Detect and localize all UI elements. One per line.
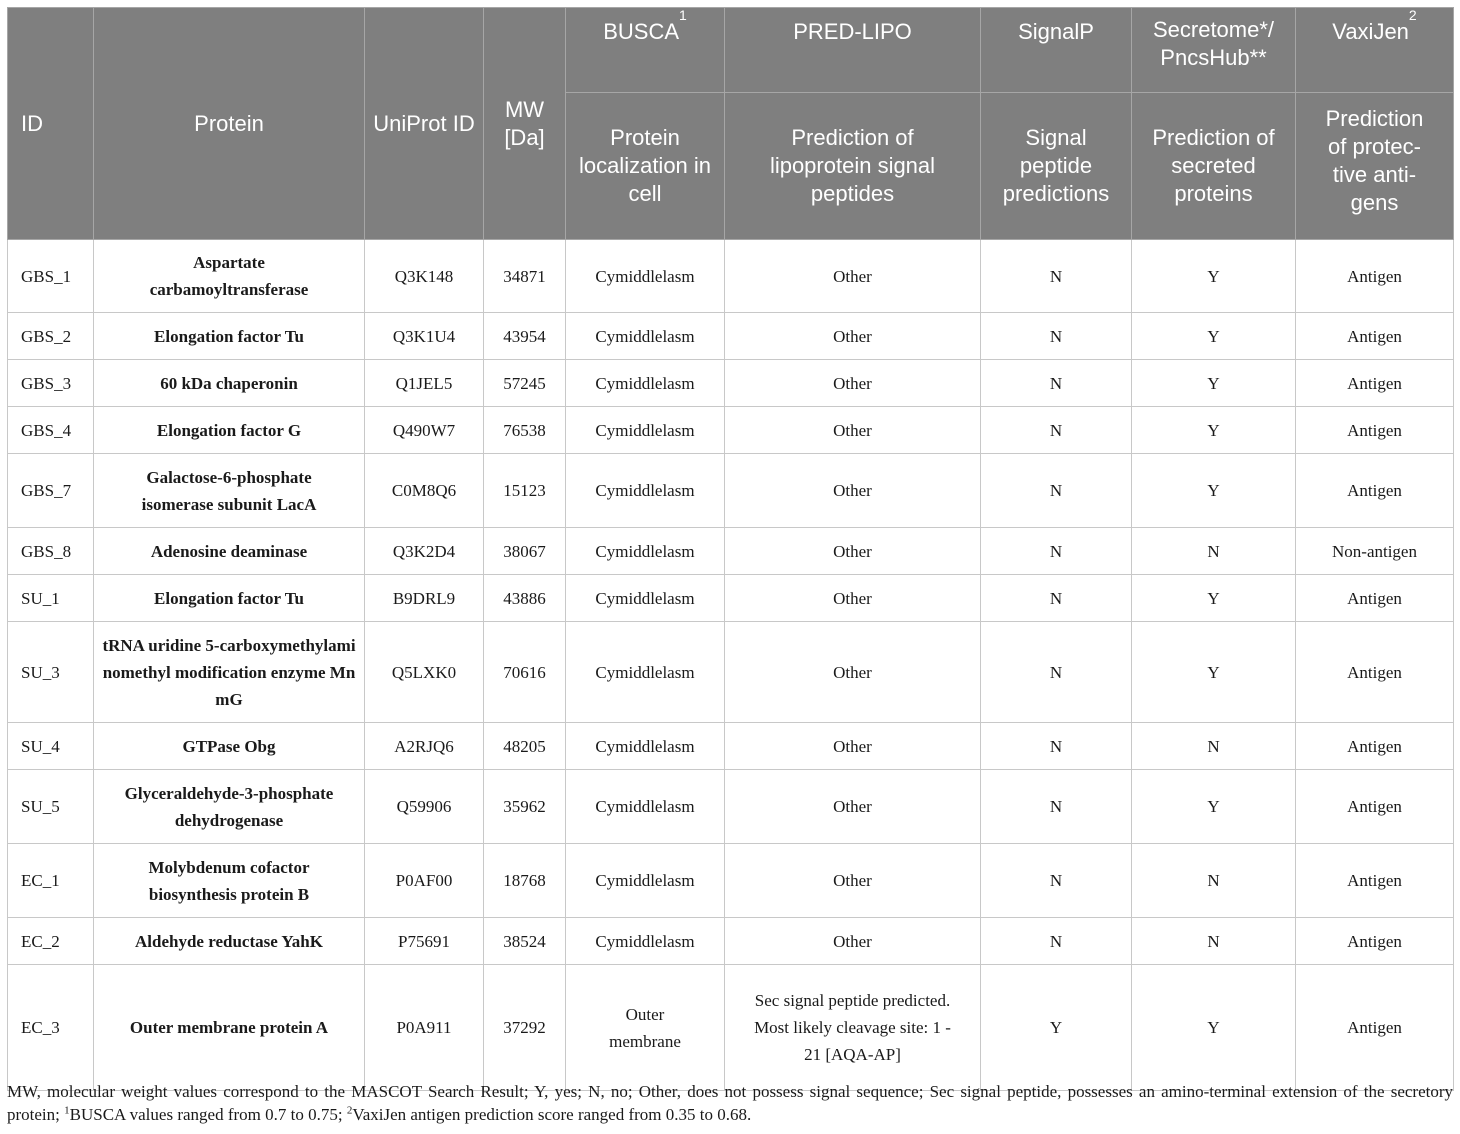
cell-protein: Galactose-6-phosphate isomerase subunit LacA	[94, 454, 365, 528]
cell-pred-lipo: Other	[725, 723, 981, 770]
table-row	[8, 360, 1454, 407]
cell-pred-lipo: Other	[725, 770, 981, 844]
cell-vaxijen: Antigen	[1296, 965, 1454, 1091]
cell-signalp: N	[981, 407, 1132, 454]
cell-pred-lipo: Other	[725, 360, 981, 407]
cell-pred-lipo: Other	[725, 240, 981, 313]
cell-id: GBS_2	[8, 313, 94, 360]
cell-mw: 15123	[484, 454, 566, 528]
cell-protein: Adenosine deaminase	[94, 528, 365, 575]
cell-id: GBS_3	[8, 360, 94, 407]
cell-uniprot: Q3K148	[365, 240, 484, 313]
cell-signalp: N	[981, 770, 1132, 844]
header-vaxijen-desc-line1: Prediction	[1325, 106, 1424, 131]
footnote-text-1: MW, molecular weight values correspond to the MASCOT Search Result; Y, yes; N, no; Other, does not possess signal sequence; Sec signal peptide, possesses an amino-terminal extension of the secretory protein;	[7, 1082, 1453, 1124]
cell-uniprot: Q1JEL5	[365, 360, 484, 407]
header-signalp: SignalP	[981, 8, 1132, 93]
table-row	[8, 575, 1454, 622]
table-row	[8, 240, 1454, 313]
cell-signalp: N	[981, 844, 1132, 918]
footnote-text-2: BUSCA values ranged from 0.7 to 0.75;	[69, 1105, 347, 1124]
cell-secretome: N	[1132, 844, 1296, 918]
table-row	[8, 770, 1454, 844]
cell-mw: 18768	[484, 844, 566, 918]
cell-vaxijen: Antigen	[1296, 575, 1454, 622]
cell-vaxijen: Antigen	[1296, 360, 1454, 407]
cell-vaxijen: Antigen	[1296, 844, 1454, 918]
cell-signalp: N	[981, 360, 1132, 407]
footnote-sup-2: 2	[346, 1104, 353, 1117]
cell-busca: Cymiddlelasm	[566, 240, 725, 313]
cell-busca: Cymiddlelasm	[566, 360, 725, 407]
cell-protein: GTPase Obg	[94, 723, 365, 770]
header-vaxijen-label: VaxiJen	[1332, 19, 1409, 44]
header-uniprot-id: UniProt ID	[365, 8, 484, 240]
header-vaxijen-desc-line3: tive anti-	[1332, 162, 1417, 187]
header-signalp-desc: Signal peptide predictions	[981, 93, 1132, 240]
cell-pred-lipo: Other	[725, 575, 981, 622]
cell-vaxijen: Antigen	[1296, 407, 1454, 454]
cell-uniprot: B9DRL9	[365, 575, 484, 622]
cell-signalp: N	[981, 622, 1132, 723]
cell-signalp: N	[981, 454, 1132, 528]
cell-vaxijen: Antigen	[1296, 723, 1454, 770]
cell-protein: Elongation factor Tu	[94, 313, 365, 360]
cell-id: EC_3	[8, 965, 94, 1091]
cell-secretome: N	[1132, 723, 1296, 770]
cell-signalp: Y	[981, 965, 1132, 1091]
table-footnote	[7, 1080, 1453, 1126]
cell-secretome: Y	[1132, 965, 1296, 1091]
cell-secretome: Y	[1132, 313, 1296, 360]
cell-uniprot: P0AF00	[365, 844, 484, 918]
cell-busca: Cymiddlelasm	[566, 528, 725, 575]
cell-busca: Cymiddlelasm	[566, 622, 725, 723]
table-row	[8, 723, 1454, 770]
cell-mw: 43886	[484, 575, 566, 622]
cell-vaxijen: Antigen	[1296, 454, 1454, 528]
cell-vaxijen: Antigen	[1296, 240, 1454, 313]
cell-busca: Cymiddlelasm	[566, 407, 725, 454]
header-vaxijen-desc-line4: gens	[1350, 190, 1399, 215]
cell-busca: Cymiddlelasm	[566, 313, 725, 360]
cell-protein: Outer membrane protein A	[94, 965, 365, 1091]
cell-uniprot: P75691	[365, 918, 484, 965]
cell-secretome: Y	[1132, 240, 1296, 313]
cell-protein: tRNA uridine 5-carboxymethylaminomethyl modification enzyme MnmG	[94, 622, 365, 723]
table-body	[8, 240, 1454, 1091]
cell-protein: Aspartate carbamoyltransferase	[94, 240, 365, 313]
cell-busca: Cymiddlelasm	[566, 770, 725, 844]
table-row	[8, 918, 1454, 965]
cell-signalp: N	[981, 313, 1132, 360]
cell-mw: 70616	[484, 622, 566, 723]
cell-protein: 60 kDa chaperonin	[94, 360, 365, 407]
cell-id: GBS_8	[8, 528, 94, 575]
cell-secretome: Y	[1132, 770, 1296, 844]
cell-protein: Aldehyde reductase YahK	[94, 918, 365, 965]
protein-prediction-table	[7, 7, 1454, 1091]
cell-pred-lipo: Sec signal peptide predicted. Most likely cleavage site: 1 - 21 [AQA-AP]	[725, 965, 981, 1091]
cell-id: EC_1	[8, 844, 94, 918]
header-secretome-line2: PncsHub**	[1160, 45, 1267, 70]
table-row	[8, 407, 1454, 454]
cell-id: GBS_1	[8, 240, 94, 313]
cell-pred-lipo: Other	[725, 407, 981, 454]
cell-signalp: N	[981, 528, 1132, 575]
cell-busca: Cymiddlelasm	[566, 454, 725, 528]
cell-mw: 34871	[484, 240, 566, 313]
cell-secretome: Y	[1132, 454, 1296, 528]
cell-pred-lipo: Other	[725, 313, 981, 360]
cell-id: GBS_7	[8, 454, 94, 528]
cell-secretome: Y	[1132, 622, 1296, 723]
cell-secretome: N	[1132, 528, 1296, 575]
protein-table-container	[7, 7, 1453, 1091]
cell-vaxijen: Antigen	[1296, 313, 1454, 360]
cell-uniprot: A2RJQ6	[365, 723, 484, 770]
cell-mw: 48205	[484, 723, 566, 770]
cell-mw: 37292	[484, 965, 566, 1091]
cell-pred-lipo: Other	[725, 622, 981, 723]
header-mw: MW [Da]	[484, 8, 566, 240]
header-secretome-line1: Secretome*/	[1152, 17, 1275, 42]
cell-pred-lipo: Other	[725, 454, 981, 528]
cell-secretome: N	[1132, 918, 1296, 965]
cell-signalp: N	[981, 240, 1132, 313]
cell-vaxijen: Non-antigen	[1296, 528, 1454, 575]
footnote-text-3: VaxiJen antigen prediction score ranged from 0.35 to 0.68.	[352, 1105, 752, 1124]
cell-mw: 38067	[484, 528, 566, 575]
header-id: ID	[8, 8, 94, 240]
header-secretome-desc: Prediction of secreted proteins	[1132, 93, 1296, 240]
table-row	[8, 454, 1454, 528]
header-busca-sup: 1	[679, 7, 687, 23]
cell-secretome: Y	[1132, 407, 1296, 454]
cell-mw: 57245	[484, 360, 566, 407]
cell-id: SU_5	[8, 770, 94, 844]
cell-id: SU_3	[8, 622, 94, 723]
cell-secretome: Y	[1132, 575, 1296, 622]
cell-busca: Cymiddlelasm	[566, 918, 725, 965]
table-row	[8, 965, 1454, 1091]
cell-mw: 43954	[484, 313, 566, 360]
table-row	[8, 844, 1454, 918]
table-row	[8, 528, 1454, 575]
cell-uniprot: P0A911	[365, 965, 484, 1091]
header-busca-label: BUSCA	[603, 19, 679, 44]
cell-pred-lipo: Other	[725, 528, 981, 575]
cell-mw: 38524	[484, 918, 566, 965]
cell-mw: 76538	[484, 407, 566, 454]
footnote-sup-1: 1	[64, 1104, 70, 1117]
cell-pred-lipo: Other	[725, 918, 981, 965]
cell-busca: Outer membrane	[566, 965, 725, 1091]
cell-uniprot: Q3K1U4	[365, 313, 484, 360]
cell-protein: Elongation factor Tu	[94, 575, 365, 622]
header-pred-lipo: PRED-LIPO	[725, 8, 981, 93]
header-vaxijen	[1296, 8, 1454, 93]
header-vaxijen-desc	[1296, 93, 1454, 240]
cell-signalp: N	[981, 723, 1132, 770]
cell-busca: Cymiddlelasm	[566, 575, 725, 622]
header-busca-desc: Protein localization in cell	[566, 93, 725, 240]
header-secretome	[1132, 8, 1296, 93]
cell-uniprot: Q5LXK0	[365, 622, 484, 723]
table-row	[8, 313, 1454, 360]
cell-signalp: N	[981, 575, 1132, 622]
cell-mw: 35962	[484, 770, 566, 844]
cell-signalp: N	[981, 918, 1132, 965]
cell-secretome: Y	[1132, 360, 1296, 407]
header-pred-lipo-desc: Prediction of lipoprotein signal peptides	[725, 93, 981, 240]
table-row	[8, 622, 1454, 723]
cell-protein: Molybdenum cofactor biosynthesis protein B	[94, 844, 365, 918]
cell-vaxijen: Antigen	[1296, 622, 1454, 723]
cell-id: GBS_4	[8, 407, 94, 454]
table-header	[8, 8, 1454, 240]
cell-id: EC_2	[8, 918, 94, 965]
cell-uniprot: Q3K2D4	[365, 528, 484, 575]
header-protein: Protein	[94, 8, 365, 240]
header-busca	[566, 8, 725, 93]
header-vaxijen-desc-line2: of protec-	[1328, 134, 1421, 159]
cell-vaxijen: Antigen	[1296, 770, 1454, 844]
cell-protein: Elongation factor G	[94, 407, 365, 454]
cell-busca: Cymiddlelasm	[566, 844, 725, 918]
cell-id: SU_4	[8, 723, 94, 770]
cell-vaxijen: Antigen	[1296, 918, 1454, 965]
cell-protein: Glyceraldehyde-3-phosphate dehydrogenase	[94, 770, 365, 844]
cell-uniprot: Q490W7	[365, 407, 484, 454]
cell-busca: Cymiddlelasm	[566, 723, 725, 770]
cell-pred-lipo: Other	[725, 844, 981, 918]
cell-uniprot: C0M8Q6	[365, 454, 484, 528]
header-vaxijen-sup: 2	[1408, 7, 1417, 23]
cell-id: SU_1	[8, 575, 94, 622]
cell-uniprot: Q59906	[365, 770, 484, 844]
